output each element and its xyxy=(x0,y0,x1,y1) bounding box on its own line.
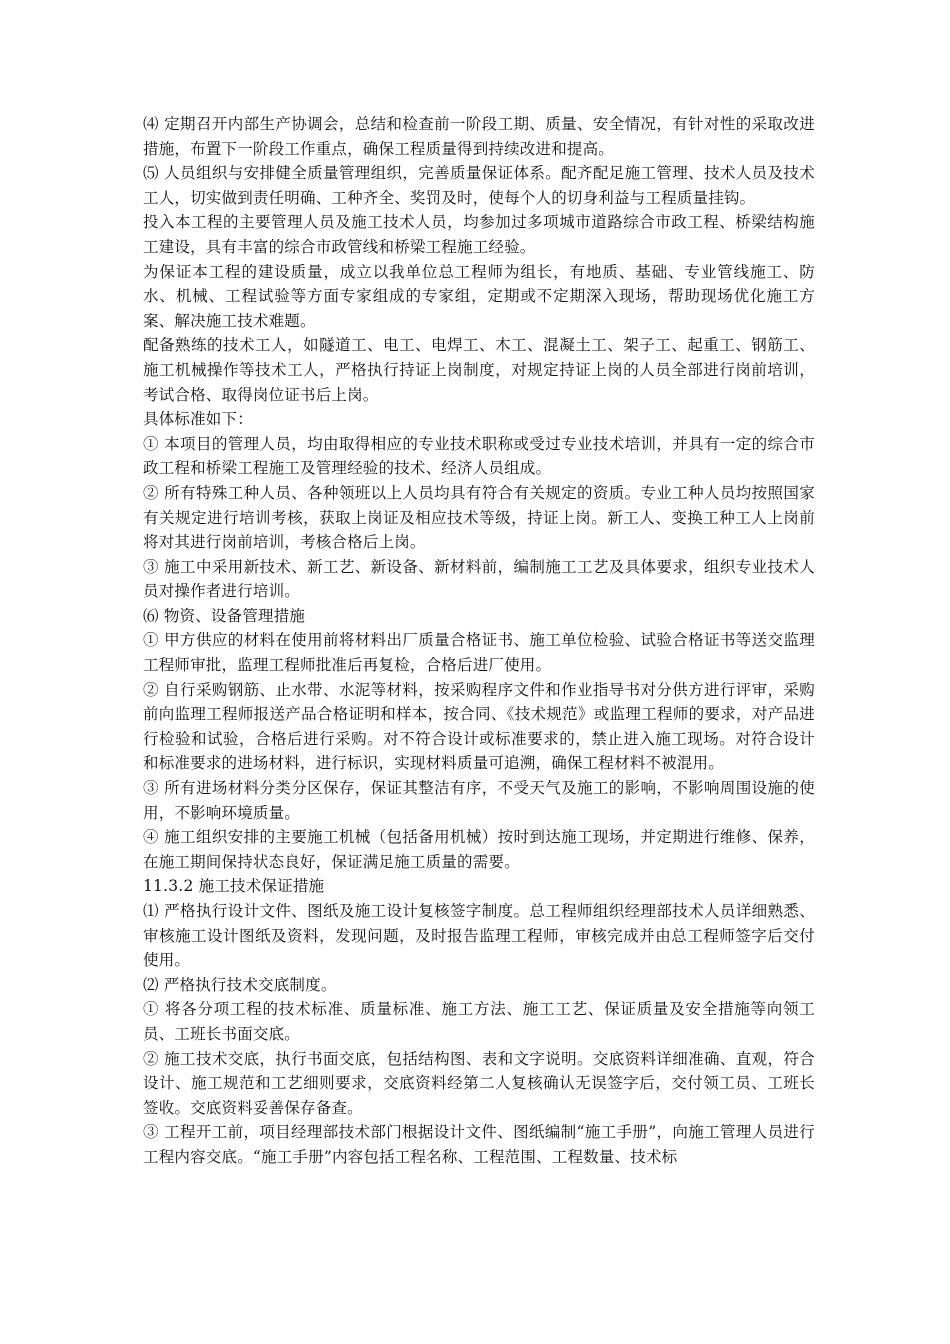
paragraph-expert-group: 为保证本工程的建设质量，成立以我单位总工程师为组长，有地质、基础、专业管线施工、防水、机械、工程试验等方面专家组成的专家组，定期或不定期深入现场，帮助现场优化施工方案、解决施工技术难题。 xyxy=(143,262,815,330)
list-item-standard-1: ① 本项目的管理人员，均由取得相应的专业技术职称或受过专业技术培训，并具有一定的综合市政工程和桥梁工程施工及管理经验的技术、经济人员组成。 xyxy=(143,434,815,478)
paragraph-skilled-workers: 配备熟练的技术工人，如隧道工、电工、电焊工、木工、混凝土工、架子工、起重工、钢筋工、施工机械操作等技术工人，严格执行持证上岗制度，对规定持证上岗的人员全部进行岗前培训，考试合格、取得岗位证书后上岗。 xyxy=(143,336,815,404)
list-item-standard-2: ② 所有特殊工种人员、各种领班以上人员均具有符合有关规定的资质。专业工种人员均按照国家有关规定进行培训考核，获取上岗证及相应技术等级，持证上岗。新工人、变换工种工人上岗前将对其进行岗前培训，考核合格后上岗。 xyxy=(143,483,815,552)
paragraph-personnel-organization: ⑸ 人员组织与安排健全质量管理组织，完善质量保证体系。配齐配足施工管理、技术人员及技术工人，切实做到责任明确、工种齐全、奖罚及时，使每个人的切身利益与工程质量挂钩。 xyxy=(143,164,815,207)
document-body xyxy=(143,112,815,1170)
list-item-materials-4: ④ 施工组织安排的主要施工机械（包括备用机械）按时到达施工现场，并定期进行维修、保养，在施工期间保持状态良好，保证满足施工质量的需要。 xyxy=(143,828,815,871)
list-item-standard-3: ③ 施工中采用新技术、新工艺、新设备、新材料前，编制施工工艺及具体要求，组织专业技术人员对操作者进行培训。 xyxy=(143,557,815,601)
list-item-materials-3: ③ 所有进场材料分类分区保存，保证其整洁有序，不受天气及施工的影响，不影响周围设施的使用，不影响环境质量。 xyxy=(143,779,815,822)
list-item-materials-2: ② 自行采购钢筋、止水带、水泥等材料，按采购程序文件和作业指导书对分供方进行评审，采购前向监理工程师报送产品合格证明和样本，按合同、《技术规范》或监理工程师的要求，对产品进行检验和试验，合格后进行采购。对不符合设计或标准要求的，禁止进入施工现场。对符合设计和标准要求的进场材料，进行标识，实现材料质量可追溯，确保工程材料不被混用。 xyxy=(143,680,815,773)
list-item-disclosure-3: ③ 工程开工前，项目经理部技术部门根据设计文件、图纸编制“施工手册”，向施工管理人员进行工程内容交底。“施工手册”内容包括工程名称、工程范围、工程数量、技术标 xyxy=(143,1123,815,1166)
section-heading-technical: 11.3.2 施工技术保证措施 xyxy=(143,877,325,896)
paragraph-standards-intro: 具体标准如下： xyxy=(143,410,253,429)
list-item-disclosure-2: ② 施工技术交底，执行书面交底，包括结构图、表和文字说明。交底资料详细准确、直观，符合设计、施工规范和工艺细则要求，交底资料经第二人复核确认无误签字后，交付领工员、工班长签收。交底资料妥善保存备查。 xyxy=(143,1049,815,1117)
paragraph-design-review: ⑴ 严格执行设计文件、图纸及施工设计复核签字制度。总工程师组织经理部技术人员详细熟悉、审核施工设计图纸及资料，发现问题，及时报告监理工程师，审核完成并由总工程师签字后交付使用。 xyxy=(143,902,815,970)
section-heading-materials: ⑹ 物资、设备管理措施 xyxy=(143,606,306,625)
list-item-disclosure-1: ① 将各分项工程的技术标准、质量标准、施工方法、施工工艺、保证质量及安全措施等向领工员、工班长书面交底。 xyxy=(143,1000,815,1043)
paragraph-technical-disclosure: ⑵ 严格执行技术交底制度。 xyxy=(143,975,337,994)
paragraph-management-staff: 投入本工程的主要管理人员及施工技术人员，均参加过多项城市道路综合市政工程、桥梁结构施工建设，具有丰富的综合市政管线和桥梁工程施工经验。 xyxy=(143,213,815,256)
paragraph-meeting: ⑷ 定期召开内部生产协调会，总结和检查前一阶段工期、质量、安全情况，有针对性的采取改进措施，布置下一阶段工作重点，确保工程质量得到持续改进和提高。 xyxy=(143,115,815,158)
list-item-materials-1: ① 甲方供应的材料在使用前将材料出厂质量合格证书、施工单位检验、试验合格证书等送交监理工程师审批，监理工程师批准后再复检，合格后进厂使用。 xyxy=(143,631,815,675)
